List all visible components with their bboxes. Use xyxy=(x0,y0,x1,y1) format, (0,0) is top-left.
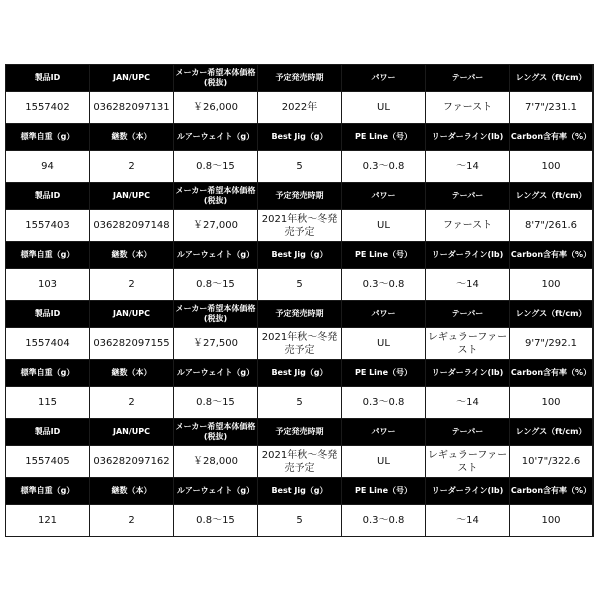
header-row xyxy=(6,183,593,209)
header-cell: メーカー希望本体価格 (税抜) xyxy=(174,65,257,91)
value-cell: UL xyxy=(342,92,425,123)
value-cell: 2 xyxy=(90,151,173,182)
value-cell: 2021年秋～冬発 売予定 xyxy=(258,210,341,241)
header-cell: 製品ID xyxy=(6,65,89,91)
header-row xyxy=(6,478,593,504)
value-cell: 5 xyxy=(258,269,341,300)
header-row xyxy=(6,419,593,445)
header-cell: Carbon含有率（%） xyxy=(510,360,592,386)
value-cell: 100 xyxy=(510,269,592,300)
value-cell: 0.3～0.8 xyxy=(342,269,425,300)
value-cell: 94 xyxy=(6,151,89,182)
header-cell: 製品ID xyxy=(6,301,89,327)
value-cell: 036282097162 xyxy=(90,446,173,477)
header-cell: 予定発売時期 xyxy=(258,419,341,445)
header-cell: JAN/UPC xyxy=(90,183,173,209)
header-cell: Carbon含有率（%） xyxy=(510,478,592,504)
value-cell: レギュラーファー スト xyxy=(426,328,509,359)
value-row xyxy=(6,151,593,182)
header-cell: テーパー xyxy=(426,183,509,209)
header-cell: テーパー xyxy=(426,65,509,91)
header-cell: 予定発売時期 xyxy=(258,65,341,91)
spec-table xyxy=(5,64,594,537)
header-cell: JAN/UPC xyxy=(90,65,173,91)
header-cell: レングス（ft/cm） xyxy=(510,419,592,445)
value-cell: 5 xyxy=(258,151,341,182)
header-cell: ルアーウェイト（g） xyxy=(174,124,257,150)
header-cell: メーカー希望本体価格 (税抜) xyxy=(174,301,257,327)
header-cell: JAN/UPC xyxy=(90,419,173,445)
value-cell: 2022年 xyxy=(258,92,341,123)
value-cell: レギュラーファー スト xyxy=(426,446,509,477)
header-cell: パワー xyxy=(342,301,425,327)
header-row xyxy=(6,301,593,327)
value-cell: 2021年秋～冬発 売予定 xyxy=(258,328,341,359)
value-cell: 1557405 xyxy=(6,446,89,477)
header-cell: 継数（本） xyxy=(90,478,173,504)
value-cell: 121 xyxy=(6,505,89,536)
header-cell: 予定発売時期 xyxy=(258,183,341,209)
header-row xyxy=(6,360,593,386)
header-row xyxy=(6,124,593,150)
value-cell: 5 xyxy=(258,505,341,536)
header-cell: 標準自重（g） xyxy=(6,478,89,504)
value-cell: 100 xyxy=(510,151,592,182)
value-cell: 100 xyxy=(510,505,592,536)
value-cell: 10'7"/322.6 xyxy=(510,446,592,477)
header-cell: レングス（ft/cm） xyxy=(510,183,592,209)
header-cell: Best Jig（g） xyxy=(258,242,341,268)
header-cell: パワー xyxy=(342,65,425,91)
header-cell: JAN/UPC xyxy=(90,301,173,327)
header-cell: メーカー希望本体価格 (税抜) xyxy=(174,419,257,445)
header-cell: PE Line（号） xyxy=(342,478,425,504)
value-row xyxy=(6,446,593,477)
value-cell: 2 xyxy=(90,505,173,536)
value-row xyxy=(6,269,593,300)
value-cell: ￥26,000 xyxy=(174,92,257,123)
header-cell: Carbon含有率（%） xyxy=(510,124,592,150)
header-cell: 標準自重（g） xyxy=(6,360,89,386)
header-cell: ルアーウェイト（g） xyxy=(174,360,257,386)
value-cell: 036282097131 xyxy=(90,92,173,123)
value-row xyxy=(6,505,593,536)
header-cell: Best Jig（g） xyxy=(258,124,341,150)
header-cell: パワー xyxy=(342,419,425,445)
value-cell: ￥28,000 xyxy=(174,446,257,477)
value-cell: 103 xyxy=(6,269,89,300)
value-cell: 9'7"/292.1 xyxy=(510,328,592,359)
header-cell: Carbon含有率（%） xyxy=(510,242,592,268)
value-cell: 8'7"/261.6 xyxy=(510,210,592,241)
header-cell: リーダーライン(lb) xyxy=(426,242,509,268)
value-cell: UL xyxy=(342,210,425,241)
value-row xyxy=(6,328,593,359)
header-cell: PE Line（号） xyxy=(342,360,425,386)
header-cell: リーダーライン(lb) xyxy=(426,360,509,386)
value-cell: 0.8～15 xyxy=(174,269,257,300)
value-cell: 1557404 xyxy=(6,328,89,359)
header-row xyxy=(6,242,593,268)
value-cell: ～14 xyxy=(426,387,509,418)
header-cell: リーダーライン(lb) xyxy=(426,124,509,150)
header-cell: リーダーライン(lb) xyxy=(426,478,509,504)
header-cell: テーパー xyxy=(426,419,509,445)
value-cell: 100 xyxy=(510,387,592,418)
value-cell: 0.8～15 xyxy=(174,151,257,182)
header-cell: 製品ID xyxy=(6,419,89,445)
header-cell: メーカー希望本体価格 (税抜) xyxy=(174,183,257,209)
value-cell: ￥27,500 xyxy=(174,328,257,359)
header-cell: Best Jig（g） xyxy=(258,360,341,386)
value-cell: 2 xyxy=(90,269,173,300)
header-cell: テーパー xyxy=(426,301,509,327)
value-cell: ￥27,000 xyxy=(174,210,257,241)
value-cell: UL xyxy=(342,446,425,477)
header-cell: PE Line（号） xyxy=(342,242,425,268)
value-row xyxy=(6,387,593,418)
value-cell: 1557402 xyxy=(6,92,89,123)
value-cell: 0.8～15 xyxy=(174,387,257,418)
value-cell: 0.3～0.8 xyxy=(342,505,425,536)
header-cell: PE Line（号） xyxy=(342,124,425,150)
value-cell: ～14 xyxy=(426,151,509,182)
value-cell: 2 xyxy=(90,387,173,418)
header-cell: 継数（本） xyxy=(90,124,173,150)
value-cell: 7'7"/231.1 xyxy=(510,92,592,123)
value-cell: 115 xyxy=(6,387,89,418)
header-cell: パワー xyxy=(342,183,425,209)
header-cell: Best Jig（g） xyxy=(258,478,341,504)
value-cell: 036282097148 xyxy=(90,210,173,241)
value-cell: ファースト xyxy=(426,92,509,123)
value-cell: ～14 xyxy=(426,269,509,300)
value-cell: ～14 xyxy=(426,505,509,536)
value-row xyxy=(6,92,593,123)
header-cell: レングス（ft/cm） xyxy=(510,65,592,91)
header-cell: 継数（本） xyxy=(90,360,173,386)
header-cell: 製品ID xyxy=(6,183,89,209)
header-cell: ルアーウェイト（g） xyxy=(174,242,257,268)
value-cell: 5 xyxy=(258,387,341,418)
header-row xyxy=(6,65,593,91)
value-cell: 0.3～0.8 xyxy=(342,151,425,182)
value-cell: UL xyxy=(342,328,425,359)
value-row xyxy=(6,210,593,241)
value-cell: 1557403 xyxy=(6,210,89,241)
value-cell: 0.3～0.8 xyxy=(342,387,425,418)
header-cell: ルアーウェイト（g） xyxy=(174,478,257,504)
value-cell: 0.8～15 xyxy=(174,505,257,536)
header-cell: 継数（本） xyxy=(90,242,173,268)
header-cell: 予定発売時期 xyxy=(258,301,341,327)
value-cell: 036282097155 xyxy=(90,328,173,359)
header-cell: レングス（ft/cm） xyxy=(510,301,592,327)
value-cell: ファースト xyxy=(426,210,509,241)
header-cell: 標準自重（g） xyxy=(6,242,89,268)
header-cell: 標準自重（g） xyxy=(6,124,89,150)
value-cell: 2021年秋～冬発 売予定 xyxy=(258,446,341,477)
